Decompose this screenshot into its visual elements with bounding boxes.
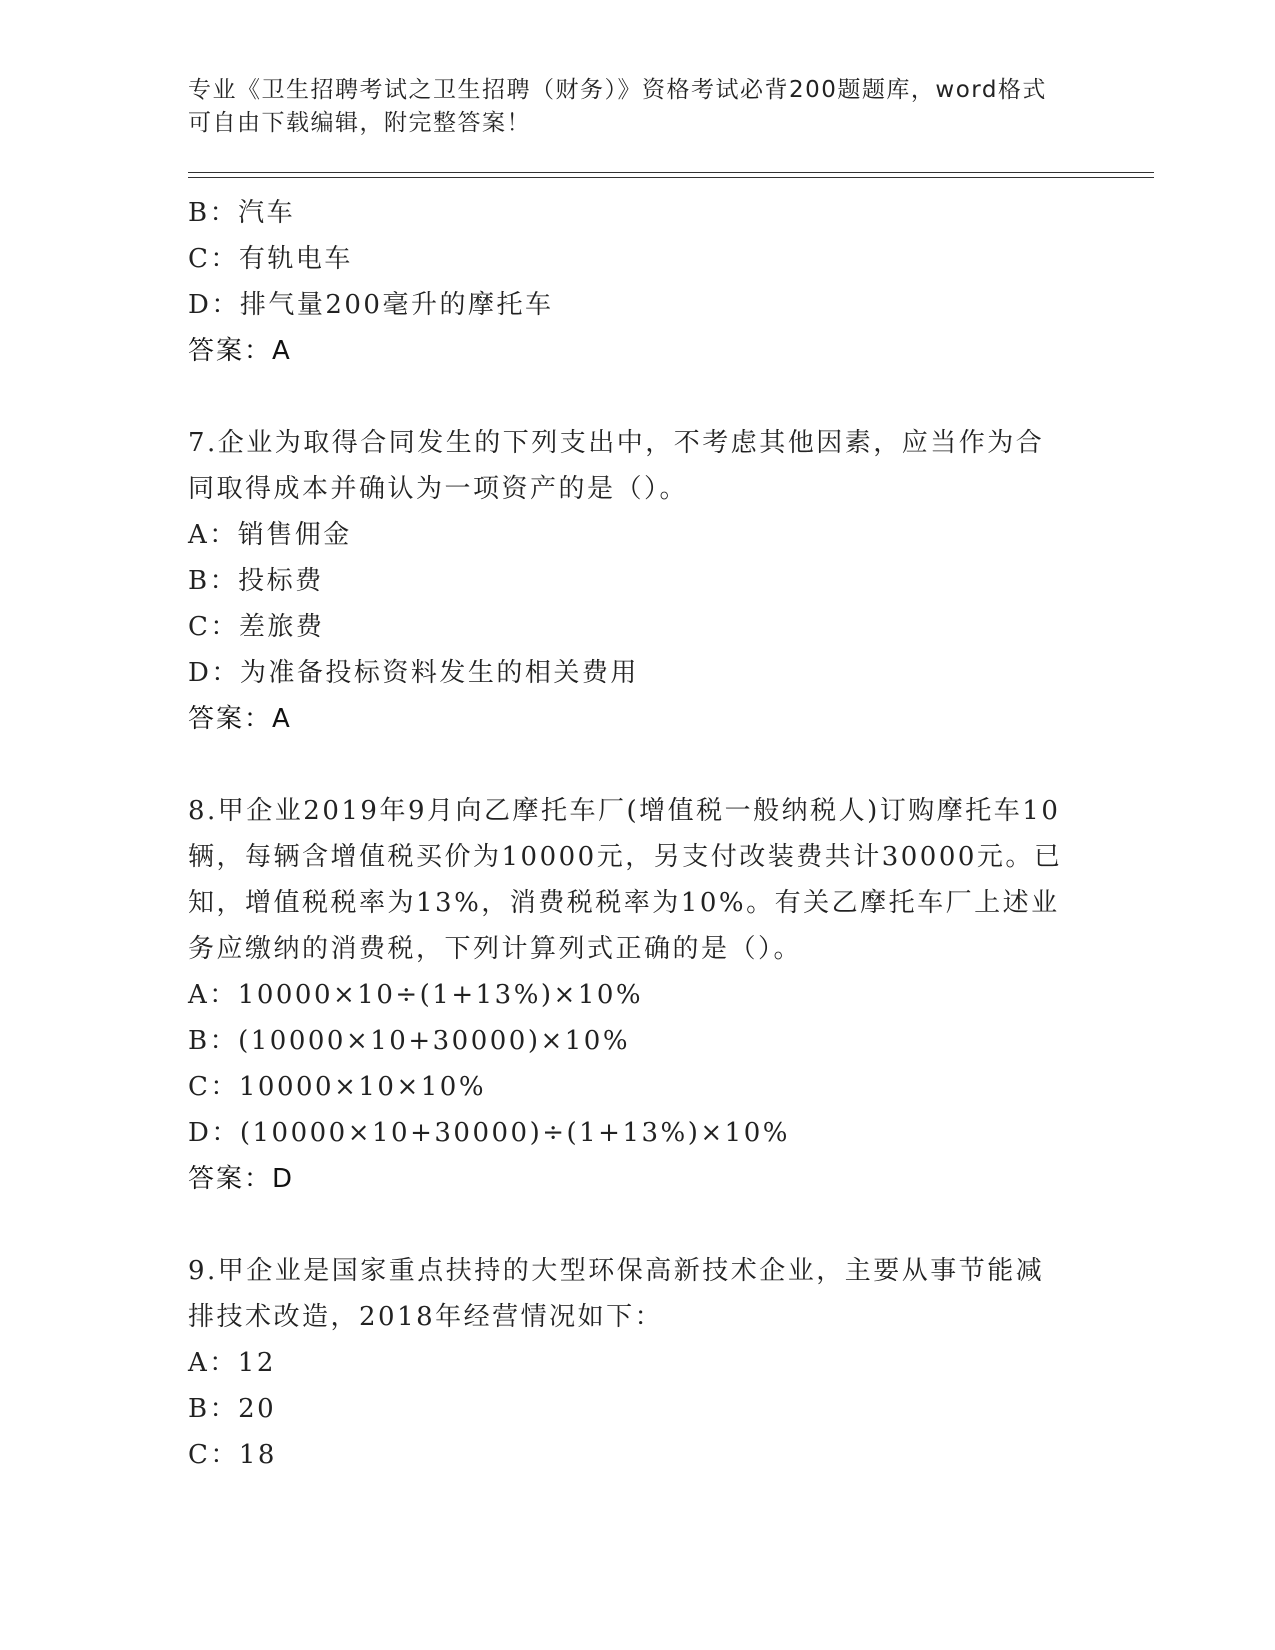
- option-b: B：(10000×10+30000)×10%: [188, 1026, 631, 1056]
- header-title-line-1: 专业《卫生招聘考试之卫生招聘（财务）》资格考试必背200题题库，word格式: [188, 77, 1047, 103]
- option-a: A：10000×10÷(1+13%)×10%: [188, 980, 644, 1010]
- question-stem-line: 知，增值税税率为13%，消费税税率为10%。有关乙摩托车厂上述业: [188, 888, 1060, 918]
- question-9: [188, 1248, 1088, 1478]
- option-a: A：销售佣金: [188, 520, 352, 550]
- question-stem-line: 排技术改造，2018年经营情况如下：: [188, 1302, 664, 1332]
- option-d: D：为准备投标资料发生的相关费用: [188, 658, 639, 688]
- header-rule-bottom: [188, 177, 1154, 178]
- document-header: [188, 74, 1088, 140]
- spacer: [188, 374, 1088, 420]
- option-c: C：18: [188, 1440, 277, 1470]
- answer: 答案：A: [188, 336, 292, 366]
- header-rule-top: [188, 172, 1154, 173]
- answer: 答案：D: [188, 1164, 295, 1194]
- question-stem-line: 7.企业为取得合同发生的下列支出中，不考虑其他因素，应当作为合: [188, 428, 1045, 458]
- answer: 答案：A: [188, 704, 292, 734]
- question-stem-line: 8.甲企业2019年9月向乙摩托车厂(增值税一般纳税人)订购摩托车10: [188, 796, 1061, 826]
- question-8: [188, 788, 1088, 1202]
- question-list: [188, 190, 1088, 1478]
- option-c: C：10000×10×10%: [188, 1072, 487, 1102]
- option-b: B：20: [188, 1394, 277, 1424]
- question-6: [188, 190, 1088, 374]
- option-d: D：(10000×10+30000)÷(1+13%)×10%: [188, 1118, 790, 1148]
- question-stem-line: 务应缴纳的消费税，下列计算列式正确的是（）。: [188, 934, 803, 964]
- question-stem-line: 同取得成本并确认为一项资产的是（）。: [188, 474, 689, 504]
- option-c: C：有轨电车: [188, 244, 353, 274]
- question-stem-line: 辆，每辆含增值税买价为10000元，另支付改装费共计30000元。已: [188, 842, 1063, 872]
- option-b: B：投标费: [188, 566, 324, 596]
- option-c: C：差旅费: [188, 612, 325, 642]
- question-7: [188, 420, 1088, 742]
- option-b: B：汽车: [188, 198, 296, 228]
- spacer: [188, 742, 1088, 788]
- question-stem-line: 9.甲企业是国家重点扶持的大型环保高新技术企业，主要从事节能减: [188, 1256, 1045, 1286]
- option-a: A：12: [188, 1348, 276, 1378]
- spacer: [188, 1202, 1088, 1248]
- header-title-line-2: 可自由下载编辑，附完整答案！: [188, 110, 531, 136]
- option-d: D：排气量200毫升的摩托车: [188, 290, 554, 320]
